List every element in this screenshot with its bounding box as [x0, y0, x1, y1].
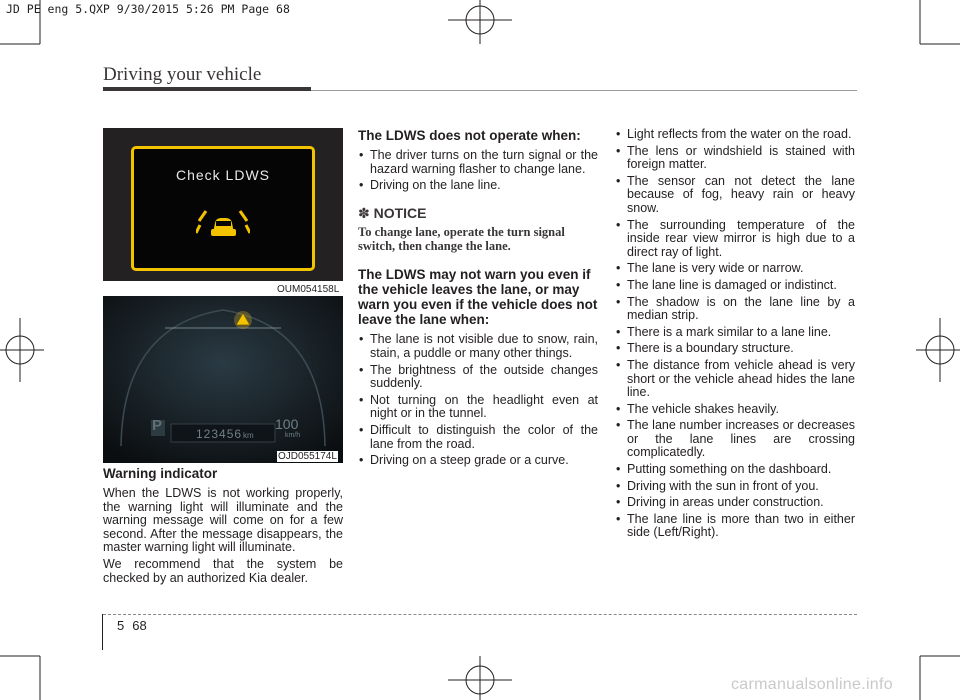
list-item: • Driving in areas under construction. [615, 496, 855, 510]
notice-title: ✽ NOTICE [358, 204, 427, 221]
list-item: • There is a mark similar to a lane line. [615, 326, 855, 340]
check-ldws-message: Check LDWS [175, 167, 271, 183]
list-item: • The lane line is more than two in either side (Left/Right). [615, 513, 855, 540]
list-item: • There is a boundary structure. [615, 342, 855, 356]
figure-code-2: OJD055174L [278, 451, 337, 462]
list-item: • The lane is very wide or narrow. [615, 262, 855, 276]
not-operate-heading: The LDWS does not operate when: [358, 128, 581, 143]
list-item: • Driving on a steep grade or a curve. [358, 454, 598, 468]
warning-paragraph-2: We recommend that the system be checked by an authorized Kia dealer. [103, 556, 343, 585]
registration-mark-top [448, 0, 512, 44]
speed-value: 100 [275, 416, 299, 432]
figure-instrument-cluster [103, 296, 343, 463]
gear-indicator: P [152, 417, 163, 434]
warning-indicator-section [103, 466, 343, 588]
list-item: • Not turning on the headlight even at night or in the tunnel. [358, 394, 598, 421]
speed-unit: km/h [285, 432, 301, 439]
list-item: • Putting something on the dashboard. [615, 463, 855, 477]
registration-mark-right [916, 318, 960, 382]
registration-mark-bottom [448, 656, 512, 700]
registration-mark-left [0, 318, 44, 382]
warning-indicator-heading: Warning indicator [103, 466, 218, 481]
master-warning-icon [234, 311, 252, 329]
list-item: • The distance from vehicle ahead is very short or the vehicle ahead hides the lane line. [615, 359, 855, 400]
right-column [615, 128, 855, 543]
warning-paragraph-1: When the LDWS is not working properly, the warning light will illuminate and the warning message will come on for a few second. After the message disappears, the master warning light will illuminate. [103, 486, 343, 555]
may-not-warn-list [358, 333, 598, 467]
page-number-value: 68 [132, 618, 147, 633]
header-rule-accent [103, 87, 311, 91]
figure-check-ldws [103, 128, 343, 281]
page-number [117, 618, 147, 633]
list-item: • Difficult to distinguish the color of the lane from the road. [358, 424, 598, 451]
middle-column [358, 128, 598, 471]
notice-text: To change lane, operate the turn signal switch, then change the lane. [358, 225, 565, 254]
list-item: • The surrounding temperature of the inside rear view mirror is high due to a direct ray of light. [615, 219, 855, 260]
list-item: • The vehicle shakes heavily. [615, 403, 855, 417]
list-item: • The driver turns on the turn signal or the hazard warning flasher to change lane. [358, 149, 598, 176]
section-title: Driving your vehicle [103, 64, 262, 85]
more-conditions-list [615, 128, 855, 540]
page-number-divider [102, 614, 103, 650]
odometer-value: 123456 [196, 427, 243, 441]
print-header: JD PE eng 5.QXP 9/30/2015 5:26 PM Page 68 [6, 2, 290, 16]
list-item: • The brightness of the outside changes suddenly. [358, 364, 598, 391]
lane-departure-icon [196, 207, 250, 241]
may-not-warn-heading: The LDWS may not warn you even if the vehicle leaves the lane, or may warn you even if the vehicle does not leave the lane when: [358, 267, 598, 328]
list-item: • The lane number increases or decreases or the lane lines are crossing complicatedly. [615, 419, 855, 460]
list-item: • Driving with the sun in front of you. [615, 480, 855, 494]
not-operate-list [358, 149, 598, 193]
figure-code-1: OUM054158L [277, 284, 340, 295]
list-item: • Driving on the lane line. [358, 179, 598, 193]
list-item: • The lane line is damaged or indistinct. [615, 279, 855, 293]
list-item: • The lens or windshield is stained with foreign matter. [615, 145, 855, 172]
page-section: 5 [117, 618, 125, 633]
list-item: • The lane is not visible due to snow, rain, stain, a puddle or many other things. [358, 333, 598, 360]
list-item: • Light reflects from the water on the road. [615, 128, 855, 142]
watermark: carmanualsonline.info [731, 676, 893, 693]
cluster-display [131, 146, 315, 271]
odometer-unit: km [243, 431, 254, 440]
footer-rule [103, 614, 857, 615]
list-item: • The shadow is on the lane line by a median strip. [615, 296, 855, 323]
list-item: • The sensor can not detect the lane because of fog, heavy rain or heavy snow. [615, 175, 855, 216]
